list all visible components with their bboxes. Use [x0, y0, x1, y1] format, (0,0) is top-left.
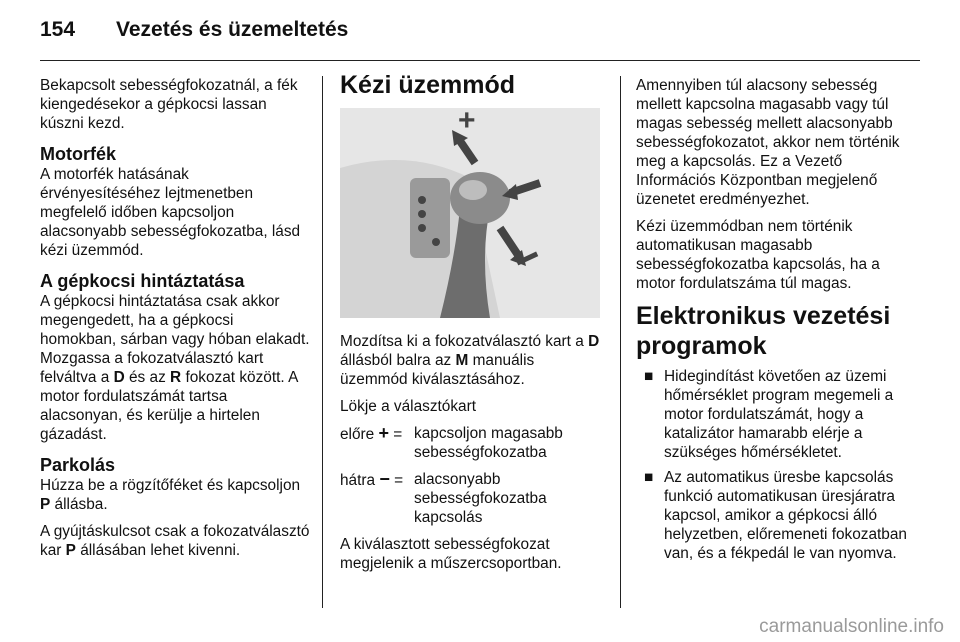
parking-heading: Parkolás — [40, 455, 116, 475]
rocking-text: A gépkocsi hintáztatása csak akkor megengedett, ha a gépkocsi homokban, sárban vagy hóban elakadt. Mozgassa a fokozatválasztó kart felváltva a D és az R fokozat között. A motor fordulatszámát tartsa alacsonyan, és kerülje a hirtelen gázadást. — [40, 293, 310, 443]
parking-text-1: Húzza be a rögzítőféket és kapcsoljon P állásba. — [40, 477, 301, 513]
bullet-icon: ■ — [644, 368, 654, 385]
svg-text:+: + — [458, 108, 476, 137]
engine-brake-text: A motorfék hatásának érvényesítéséhez lejtmenetben megfelelő időben kapcsoljon alacsonyabb sebességfokozatba, lásd kézi üzemmód. — [40, 166, 301, 259]
definition-forward: előre + = kapcsoljon magasabb sebességfokozatba — [340, 423, 563, 461]
manual-mode-heading: Kézi üzemmód — [340, 71, 516, 99]
definition-backward: hátra − = alacsonyabb sebességfokozatba kapcsolás — [340, 469, 547, 526]
parking-text-2: A gyújtáskulcsot csak a fokozatválasztó kar P állásában lehet kivenni. — [40, 523, 310, 559]
page-header — [40, 14, 920, 50]
shift-limit-paragraph: Amennyiben túl alacsony sebesség mellett kapcsolna magasabb vagy túl magas sebesség mellett alacsonyabb sebességfokozatot, akkor nem történik meg a kapcsolás. Ez a Vezető Információs Központban megjelenő üzenetet eredményezhet. — [636, 77, 900, 208]
manual-mode-paragraph-3: A kiválasztott sebességfokozat megjelenik a műszercsoportban. — [340, 536, 562, 572]
programs-list — [636, 367, 920, 563]
intro-paragraph: Bekapcsolt sebességfokozatnál, a fék kiengedésekor a gépkocsi lassan kúszni kezd. — [40, 77, 298, 132]
rocking-heading: A gépkocsi hintáztatása — [40, 271, 245, 291]
column-right — [636, 76, 920, 569]
minus-icon: − — [379, 469, 390, 489]
column-left — [40, 76, 312, 568]
manual-mode-paragraph-2: Lökje a választókart — [340, 398, 477, 415]
gear-lever-icon — [340, 108, 600, 318]
column-middle — [340, 70, 606, 581]
gear-lever-illustration — [340, 108, 600, 318]
electronic-programs-heading: Elektronikus vezetési programok — [636, 302, 891, 360]
watermark: carmanualsonline.info — [759, 616, 944, 637]
header-title: Vezetés és üzemeltetés — [116, 18, 349, 41]
column-divider — [620, 76, 621, 608]
column-divider — [322, 76, 323, 608]
plus-icon: + — [378, 423, 390, 443]
engine-brake-heading: Motorfék — [40, 144, 116, 164]
header-rule — [40, 60, 920, 61]
manual-mode-paragraph-1: Mozdítsa ki a fokozatválasztó kart a D állásból balra az M manuális üzemmód kiválasztásához. — [340, 333, 600, 388]
list-item: ■ Az automatikus üresbe kapcsolás funkció automatikusan üresjáratra kapcsol, amikor a gépkocsi álló helyzetben, előremeneti fokozatban van, és a fékpedál le van nyomva. — [644, 469, 907, 562]
page-number: 154 — [40, 18, 76, 41]
bullet-icon: ■ — [644, 469, 654, 486]
list-item: ■ Hidegindítást követően az üzemi hőmérséklet program megemeli a motor fordulatszámát, hogy a katalizátor hamarabb elérje a szükséges hőmérsékletet. — [644, 368, 894, 461]
auto-shift-paragraph: Kézi üzemmódban nem történik automatikusan magasabb sebességfokozatba kapcsolás, ha a motor fordulatszáma túl magas. — [636, 218, 880, 292]
